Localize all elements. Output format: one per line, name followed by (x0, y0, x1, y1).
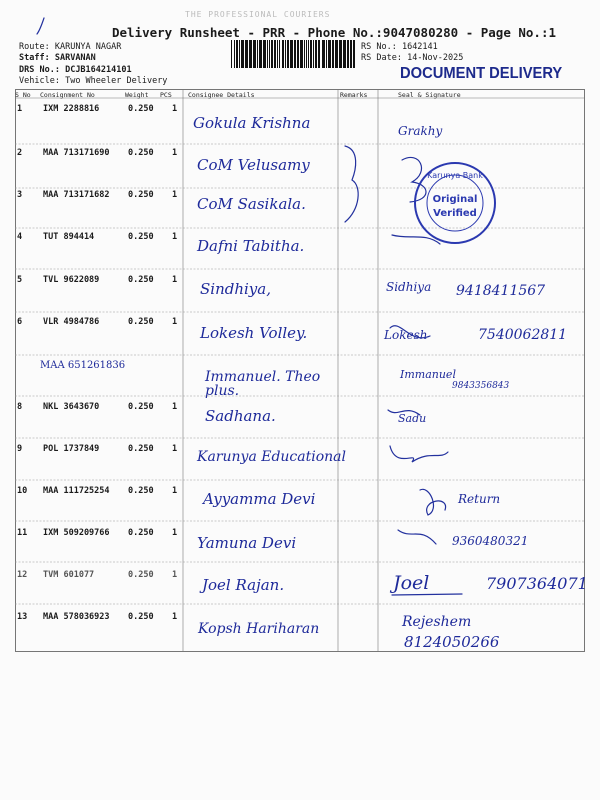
row-weight: 0.250 (128, 275, 154, 285)
row-phone: 7540062811 (478, 327, 568, 343)
row-phone: 9418411567 (456, 283, 546, 299)
row-consignee: CoM Velusamy (197, 156, 310, 174)
seal-original-text: Original (432, 194, 478, 205)
signature-scribble-row6 (390, 326, 430, 338)
row-consignment: POL 1737849 (43, 444, 100, 454)
row-phone: 8124050266 (404, 633, 500, 651)
signature-scribble-row11 (398, 530, 436, 544)
row-pcs: 1 (172, 317, 178, 327)
signature-scribble-row8 (388, 410, 420, 415)
col-seal-signature: Seal & Signature (398, 91, 461, 99)
route-value: KARUNYA NAGAR (54, 42, 122, 52)
row-signature: Grakhy (398, 124, 443, 138)
row-weight: 0.250 (128, 570, 154, 580)
signature-underline-row12 (392, 594, 462, 595)
seal-verified-text: Verified (433, 208, 477, 219)
signature-scribble-row9 (390, 446, 448, 462)
rs-no-value: 1642141 (401, 42, 438, 52)
row-pcs: 1 (172, 190, 178, 200)
row-signature: Rejeshem (402, 614, 472, 630)
vehicle-value: Two Wheeler Delivery (65, 76, 168, 86)
col-consignee: Consignee Details (188, 91, 255, 99)
corner-pen-mark (37, 18, 44, 34)
row-consignee: Karunya Educational (197, 449, 346, 465)
col-consignment: Consignment No (40, 91, 95, 99)
row-pcs: 1 (172, 612, 178, 622)
row-sno: 5 (17, 275, 23, 285)
row-sno: 6 (17, 317, 23, 327)
rs-date-label: RS Date: (361, 53, 402, 63)
row-weight: 0.250 (128, 104, 154, 114)
row-consignment: MAA 713171682 (43, 190, 110, 200)
row-pcs: 1 (172, 232, 178, 242)
row-weight: 0.250 (128, 402, 154, 412)
row-consignment: MAA 651261836 (40, 360, 126, 371)
seal-bank-text: Karunya Bank (427, 171, 483, 180)
row-sno: 3 (17, 190, 23, 200)
row-consignee: Ayyamma Devi (203, 490, 316, 508)
row-pcs: 1 (172, 444, 178, 454)
row-pcs: 1 (172, 148, 178, 158)
row-consignment: MAA 111725254 (43, 486, 110, 496)
row-consignment: IXM 509209766 (43, 528, 110, 538)
row-weight: 0.250 (128, 232, 154, 242)
row-sno: 2 (17, 148, 23, 158)
col-remarks: Remarks (340, 91, 368, 99)
row-weight: 0.250 (128, 190, 154, 200)
row-sno: 9 (17, 444, 23, 454)
row-sno: 4 (17, 232, 23, 242)
row-pcs: 1 (172, 570, 178, 580)
grouping-brace (345, 146, 358, 222)
row-signature: Sidhiya (386, 280, 432, 294)
row-consignment: NKL 3643670 (43, 402, 100, 412)
row-consignment: MAA 578036923 (43, 612, 110, 622)
row-consignee: Immanuel. Theo plus. (205, 369, 321, 399)
row-weight: 0.250 (128, 444, 154, 454)
row-signature: Lokesh (384, 328, 428, 342)
row-consignment: VLR 4984786 (43, 317, 100, 327)
row-signature: Immanuel (400, 368, 456, 381)
row-weight: 0.250 (128, 528, 154, 538)
row-consignment: TUT 894414 (43, 232, 95, 242)
row-sno: 13 (17, 612, 28, 622)
signature-scribble-row10 (420, 489, 446, 515)
row-consignee: Sadhana. (205, 407, 276, 425)
row-consignee: Joel Rajan. (202, 576, 285, 594)
row-consignee: Kopsh Hariharan (198, 621, 320, 637)
row-sno: 11 (17, 528, 28, 538)
document-delivery-stamp: DOCUMENT DELIVERY (400, 65, 563, 82)
route-label: Route: (19, 42, 50, 52)
row-sno: 10 (17, 486, 28, 496)
staff-label: Staff: (19, 53, 50, 63)
row-consignee: Yamuna Devi (197, 534, 297, 552)
row-consignment: IXM 2288816 (43, 104, 100, 114)
staff-value: SARVANAN (54, 53, 96, 63)
col-sno: S No (15, 91, 31, 99)
rs-no-label: RS No.: (361, 42, 397, 52)
row-pcs: 1 (172, 275, 178, 285)
col-pcs: PCS (160, 91, 172, 99)
row-consignment: TVL 9622089 (43, 275, 100, 285)
drs-label: DRS No.: (19, 65, 60, 75)
row-phone: 9360480321 (452, 534, 529, 548)
row-signature: Joel (393, 572, 430, 594)
row-signature: Sadu (398, 412, 427, 425)
row-consignee: Sindhiya, (200, 280, 271, 298)
runsheet-title: Delivery Runsheet - PRR - Phone No.:9047080280 - Page No.:1 (112, 25, 557, 40)
row-sno: 8 (17, 402, 23, 412)
row-consignee: Gokula Krishna (193, 114, 311, 132)
vehicle-label: Vehicle: (19, 76, 60, 86)
row-signature: Return (458, 492, 501, 506)
row-pcs: 1 (172, 104, 178, 114)
row-pcs: 1 (172, 486, 178, 496)
row-sno: 1 (17, 104, 23, 114)
row-consignment: TVM 601077 (43, 570, 95, 580)
row-phone: 7907364071 (486, 574, 588, 593)
row-consignee: Lokesh Volley. (200, 324, 308, 342)
row-consignee: CoM Sasikala. (197, 195, 306, 213)
row-weight: 0.250 (128, 486, 154, 496)
row-weight: 0.250 (128, 317, 154, 327)
rs-date-value: 14-Nov-2025 (407, 53, 464, 63)
row-consignee: Dafni Tabitha. (197, 237, 305, 255)
row-phone: 9843356843 (452, 381, 510, 391)
row-consignment: MAA 713171690 (43, 148, 110, 158)
company-header: THE PROFESSIONAL COURIERS (185, 10, 331, 18)
row-weight: 0.250 (128, 612, 154, 622)
row-pcs: 1 (172, 528, 178, 538)
row-sno: 12 (17, 570, 28, 580)
drs-value: DCJB164214101 (65, 65, 132, 75)
bank-seal-stamp (410, 158, 500, 248)
row-pcs: 1 (172, 402, 178, 412)
row-weight: 0.250 (128, 148, 154, 158)
col-weight: Weight (125, 91, 149, 99)
